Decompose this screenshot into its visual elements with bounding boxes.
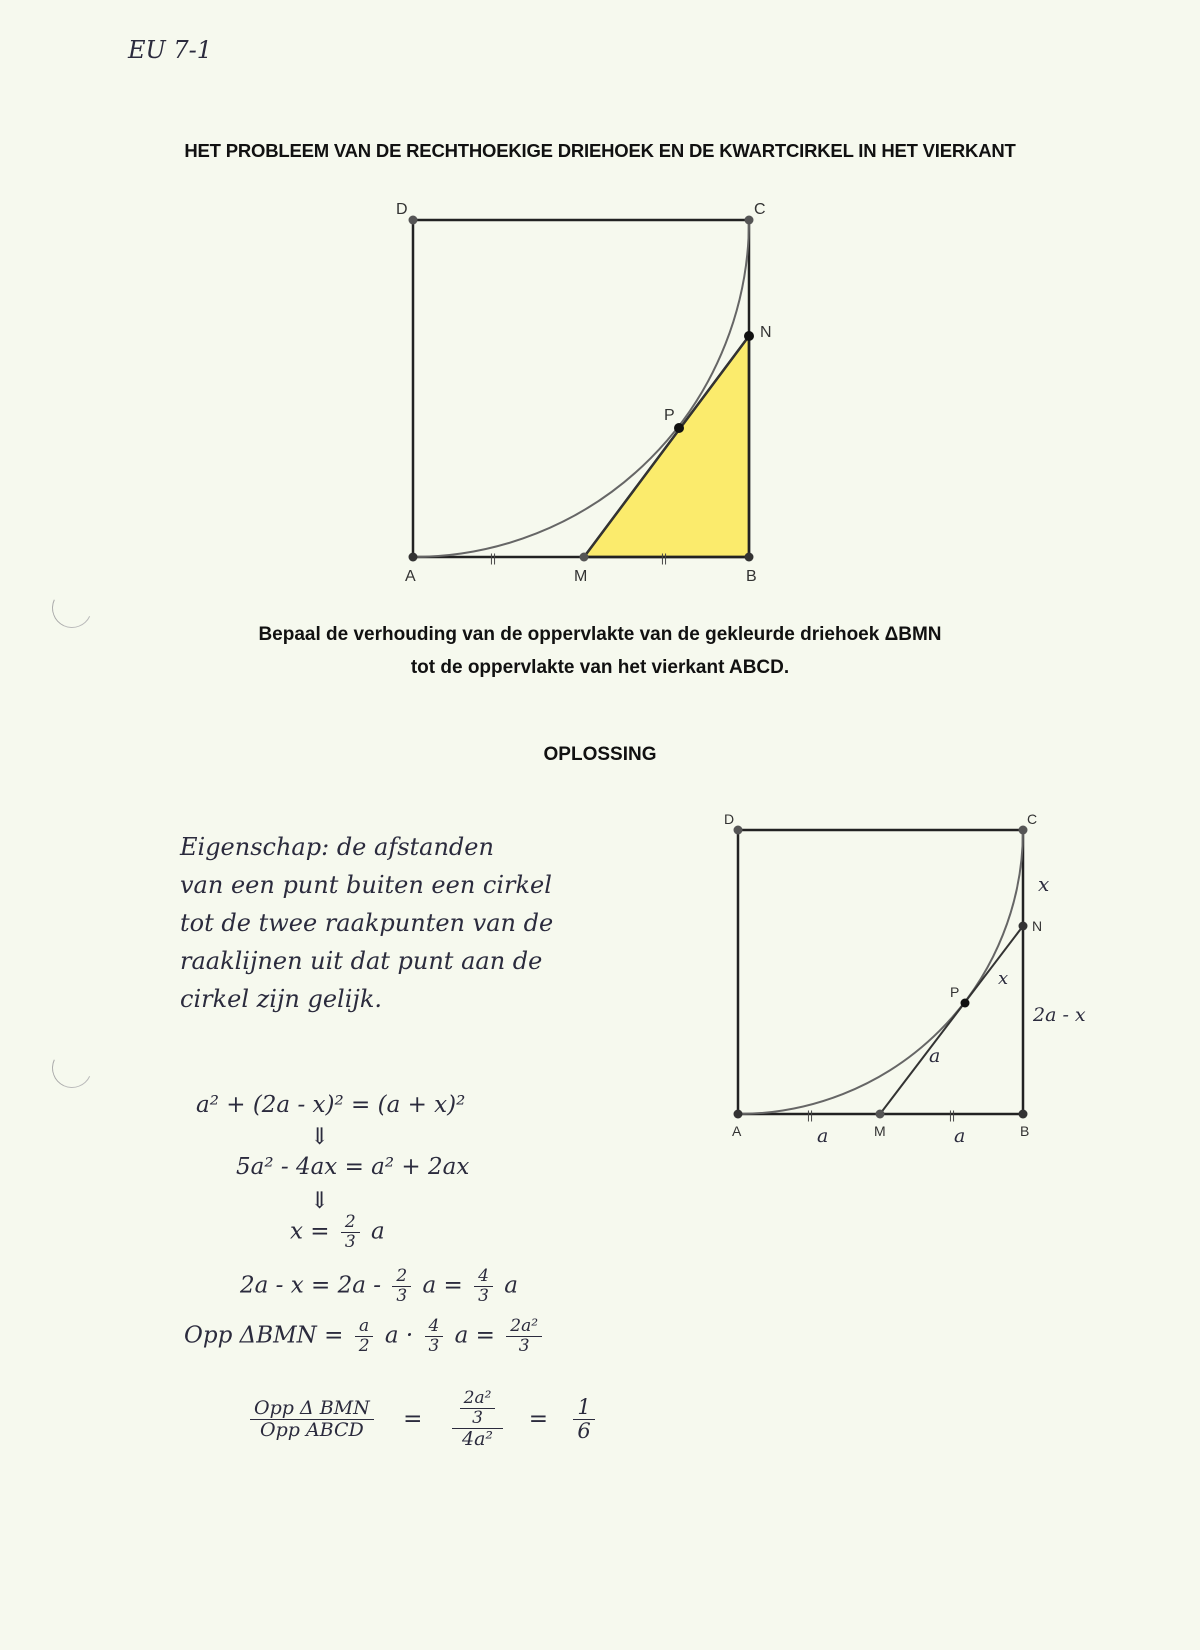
- fraction: [250, 1399, 374, 1440]
- point-A: [734, 1110, 743, 1119]
- label-C: C: [1027, 811, 1038, 827]
- point-P: [674, 423, 684, 433]
- solution-heading: OPLOSSING: [543, 744, 657, 765]
- point-N: [744, 331, 754, 341]
- label-A: A: [405, 568, 416, 585]
- tick-MB: ||: [660, 551, 668, 565]
- frac-num: 2a²: [506, 1318, 542, 1337]
- eq5-mid: a ·: [384, 1322, 414, 1349]
- fraction: [474, 1268, 493, 1305]
- point-A: [409, 553, 418, 562]
- annotation-NB: 2a - x: [1033, 1004, 1086, 1026]
- equation-pythagoras: a² + (2a - x)² = (a + x)²: [196, 1092, 466, 1118]
- point-D: [409, 216, 418, 225]
- annotation-NP: x: [998, 968, 1009, 989]
- point-D: [734, 826, 743, 835]
- implies-arrow: ⇓: [310, 1188, 330, 1214]
- eq4-tail: a: [504, 1272, 518, 1299]
- label-D: D: [396, 201, 408, 218]
- frac-den: 3: [396, 1286, 408, 1306]
- eq5-lhs: Opp ΔBMN =: [184, 1322, 344, 1349]
- question-line-2: tot de oppervlakte van het vierkant ABCD.: [410, 657, 790, 678]
- page-title: HET PROBLEEM VAN DE RECHTHOEKIGE DRIEHOEK EN DE KWARTCIRKEL IN HET VIERKANT: [184, 140, 1016, 161]
- point-B: [745, 553, 754, 562]
- point-M: [580, 553, 589, 562]
- quarter-circle-arc: [738, 830, 1023, 1114]
- fraction: [355, 1318, 374, 1355]
- annotation-CN: x: [1038, 872, 1050, 896]
- tangent-property-note: [180, 828, 700, 1018]
- frac-den: Opp ABCD: [260, 1419, 364, 1441]
- frac-num: 2: [392, 1268, 411, 1287]
- equation-area-ratio: [246, 1390, 599, 1449]
- property-line: tot de twee raakpunten van de: [180, 909, 554, 937]
- equation-expanded: 5a² - 4ax = a² + 2ax: [236, 1154, 470, 1180]
- eq4-lhs: 2a - x = 2a -: [240, 1272, 382, 1299]
- frac-num: a: [355, 1318, 373, 1337]
- label-B: B: [1020, 1123, 1030, 1139]
- fraction: [392, 1268, 411, 1305]
- point-M: [876, 1110, 885, 1119]
- frac-num: Opp Δ BMN: [250, 1399, 374, 1420]
- label-C: C: [754, 201, 766, 218]
- frac-den: 6: [577, 1419, 591, 1443]
- point-N: [1019, 922, 1028, 931]
- point-P: [961, 999, 970, 1008]
- label-A: A: [732, 1123, 742, 1139]
- label-B: B: [746, 568, 757, 585]
- implies-arrow: ⇓: [310, 1124, 330, 1150]
- equation-NB-length: [240, 1268, 518, 1305]
- frac-den: 2: [358, 1336, 370, 1356]
- equals-sign: =: [528, 1405, 549, 1432]
- tick-AM: ||: [806, 1108, 814, 1122]
- annotation-AM: a: [817, 1125, 829, 1147]
- eq3-lhs: x =: [290, 1218, 330, 1245]
- equation-triangle-area: [184, 1318, 546, 1355]
- equals-sign: =: [403, 1405, 423, 1432]
- label-M: M: [874, 1123, 886, 1139]
- square-ABCD: [738, 830, 1023, 1114]
- label-D: D: [724, 811, 735, 827]
- equation-x-value: [290, 1214, 385, 1251]
- property-line: raaklijnen uit dat punt aan de: [180, 947, 543, 975]
- tick-MB: ||: [948, 1108, 956, 1122]
- label-N: N: [1032, 918, 1043, 934]
- annotation-MB: a: [954, 1125, 966, 1147]
- label-P: P: [664, 407, 675, 424]
- frac-den: 3: [518, 1336, 530, 1356]
- frac-den: 3: [344, 1232, 356, 1252]
- frac-num: 4: [474, 1268, 493, 1287]
- eq3-tail: a: [371, 1218, 385, 1245]
- eq4-mid: a =: [422, 1272, 463, 1299]
- frac-den: 4a²: [462, 1428, 494, 1450]
- document-code: EU 7-1: [128, 36, 213, 64]
- label-N: N: [760, 324, 772, 341]
- question-line-1: Bepaal de verhouding van de oppervlakte van de gekleurde driehoek ΔBMN: [258, 624, 942, 645]
- property-line: van een punt buiten een cirkel: [180, 871, 552, 899]
- property-line: Eigenschap: de afstanden: [180, 833, 494, 861]
- fraction: [460, 1390, 496, 1427]
- fraction: [425, 1318, 444, 1355]
- property-line: cirkel zijn gelijk.: [180, 985, 383, 1013]
- fraction: [506, 1318, 542, 1355]
- fraction: [341, 1214, 360, 1251]
- frac-num: [452, 1390, 504, 1429]
- fraction: [452, 1390, 504, 1449]
- result-fraction: [573, 1397, 594, 1442]
- label-P: P: [950, 984, 960, 1000]
- point-B: [1019, 1110, 1028, 1119]
- label-M: M: [574, 568, 588, 585]
- frac-num: 1: [573, 1397, 594, 1420]
- problem-figure: [0, 0, 1200, 600]
- tangent-line-MN: [880, 926, 1023, 1114]
- annotation-MP: a: [929, 1045, 941, 1067]
- point-C: [745, 216, 754, 225]
- frac-den: 3: [428, 1336, 440, 1356]
- question: [0, 618, 1200, 684]
- frac-den: 3: [478, 1286, 489, 1306]
- frac-den: 3: [472, 1408, 483, 1428]
- frac-num: 4: [425, 1318, 444, 1337]
- tick-AM: ||: [489, 551, 497, 565]
- frac-num: 2: [341, 1214, 360, 1233]
- frac-num: 2a²: [460, 1390, 496, 1409]
- eq5-mid: a =: [454, 1322, 495, 1349]
